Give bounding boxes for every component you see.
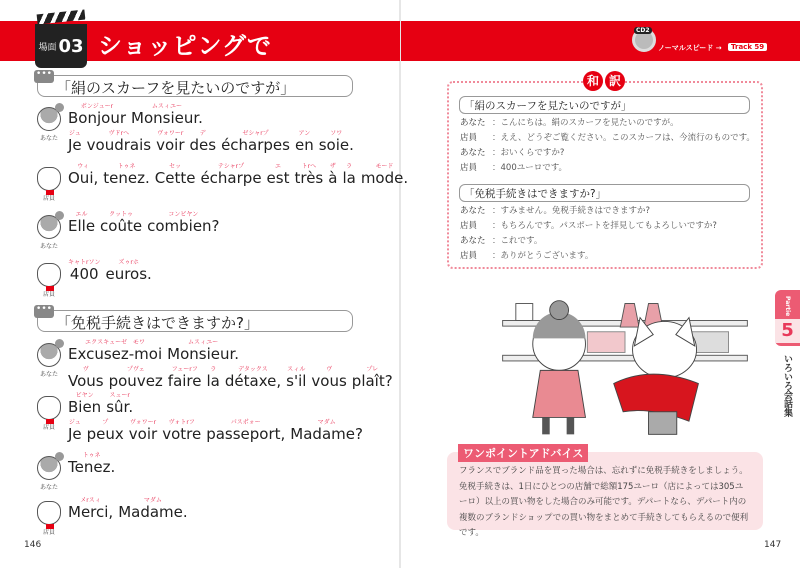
ruby-reading: ヴォトrフ	[168, 419, 195, 426]
word	[286, 366, 306, 389]
ruby-reading: ジュ	[68, 130, 81, 137]
french-word: Merci,	[68, 503, 114, 521]
speaker: あなた	[460, 236, 486, 246]
ruby-reading: コンビヤン	[168, 211, 199, 218]
french-word: Oui,	[68, 169, 99, 187]
ruby-reading: ゼシャrプ	[242, 130, 269, 137]
cd-label: CD2	[636, 27, 650, 34]
french-word: s'il	[286, 372, 307, 390]
word	[68, 130, 82, 153]
ruby-reading: ビヤン	[75, 392, 94, 399]
french-word: euros.	[105, 265, 152, 283]
word	[68, 163, 98, 186]
page-number: 146	[24, 540, 42, 550]
section-heading: ••• 「絹のスカーフを見たいのですが」	[37, 75, 353, 97]
french-word: Madame.	[118, 503, 188, 521]
dialogue-line	[68, 497, 188, 520]
avatar-you	[36, 456, 62, 492]
french-word: voudrais	[86, 136, 152, 154]
word	[311, 366, 346, 389]
ruby-reading: ヴ	[82, 366, 89, 373]
translation-heading: 「免税手続きはできますか?」	[459, 184, 750, 202]
french-word: très	[294, 169, 324, 187]
french-word: Excusez-moi	[68, 345, 163, 363]
french-word: à	[328, 169, 338, 187]
ruby-reading: ヴ	[326, 366, 333, 373]
speech-bubble-icon: •••	[34, 305, 54, 318]
french-word: Cette	[154, 169, 196, 187]
french-word: Monsieur.	[131, 109, 203, 127]
woman-icon	[37, 343, 61, 367]
dialogue-line	[68, 211, 220, 234]
dialogue-line	[68, 452, 115, 475]
word	[162, 419, 201, 442]
word	[290, 419, 363, 442]
french-word: vous	[311, 372, 347, 390]
ruby-reading: デタックス	[238, 366, 268, 373]
speaker: あなた	[460, 148, 486, 158]
avatar-you	[36, 215, 62, 251]
clapperboard-icon	[35, 12, 87, 58]
french-word: voir	[156, 136, 185, 154]
speaker-label: あなた	[39, 371, 58, 378]
speaker: 店員	[460, 163, 478, 173]
avatar-clerk	[36, 501, 62, 537]
word	[68, 392, 101, 415]
speaker-label: あなた	[39, 243, 58, 250]
word	[319, 130, 354, 153]
ruby-reading: ムスィユー	[151, 103, 183, 110]
dialogue-line	[68, 366, 393, 389]
avatar-clerk	[36, 396, 62, 432]
word	[118, 497, 187, 520]
dialogue-line	[68, 103, 203, 126]
scene-label: 場面	[38, 42, 57, 53]
advice-text: フランスでブランド品を買った場合は、忘れずに免税手続きをしましょう。免税手続きは、1日にひとつの店舗で総額175ユーロ（店によっては305ユーロ）以上の買い物をした場合のみ可能です。デパートなら、デパート内の複数のブランドショップでの買い物をまとめて手続きしてもらえるので便利です。	[459, 466, 749, 538]
word	[68, 211, 95, 234]
dialogue-line	[68, 392, 133, 415]
word	[361, 163, 408, 186]
speaker: 店員	[460, 133, 478, 143]
speaker: 店員	[460, 221, 478, 231]
ruby-reading: キャトrソン	[68, 259, 101, 266]
french-word: sûr.	[106, 398, 134, 416]
word	[68, 339, 162, 362]
word	[68, 452, 115, 475]
track-badge: Track 59	[728, 43, 767, 51]
ruby-reading: プヴェ	[126, 366, 145, 373]
word	[342, 163, 355, 186]
ruby-reading: スューr	[109, 392, 130, 399]
french-word: Tenez.	[68, 458, 116, 476]
avatar-you	[36, 343, 62, 379]
french-word: Bien	[68, 398, 102, 416]
french-word: détaxe,	[224, 372, 282, 390]
page-number-right: 147	[764, 540, 782, 550]
word	[156, 130, 184, 153]
ruby-reading: トゥネ	[117, 163, 136, 170]
cat-icon	[37, 263, 61, 287]
translation-text: ：ありがとうございます。	[492, 251, 594, 261]
french-word: Bonjour	[68, 109, 126, 127]
word	[68, 419, 82, 442]
translation-text: ：もちろんです。パスポートを拝見してもよろしいですか?	[492, 221, 717, 231]
speaker-label: あなた	[39, 484, 58, 491]
french-word: 400	[69, 265, 99, 283]
ruby-reading: ラ	[346, 163, 353, 170]
ruby-reading: セッ	[169, 163, 182, 170]
avatar-you	[36, 107, 62, 143]
french-word: Monsieur.	[167, 345, 240, 363]
translation-row	[460, 221, 717, 232]
french-word: Elle	[68, 217, 96, 235]
word	[68, 497, 113, 520]
woman-icon	[37, 215, 61, 239]
ruby-reading: デ	[199, 130, 206, 137]
chapter-tab[interactable]: Partie 5	[775, 290, 800, 346]
ruby-reading: エル	[75, 211, 88, 218]
word	[87, 419, 124, 442]
ruby-reading: マダム	[143, 497, 162, 504]
ruby-reading: トrへ	[301, 163, 317, 170]
avatar-clerk	[36, 167, 62, 203]
word	[103, 163, 150, 186]
word	[207, 366, 220, 389]
translation-text: ：ええ、どうぞご覧ください。このスカーフは、今流行のものです。	[492, 133, 755, 143]
word	[168, 366, 202, 389]
french-word: tenez.	[103, 169, 150, 187]
woman-icon	[37, 107, 61, 131]
ruby-reading: スィル	[287, 366, 306, 373]
translation-text: ：おいくらですか?	[492, 148, 565, 158]
word	[167, 339, 239, 362]
ruby-reading: ジュ	[68, 419, 81, 426]
ruby-reading: クットゥ	[109, 211, 133, 218]
word	[105, 259, 151, 282]
speaker-label: あなた	[39, 135, 58, 142]
word	[129, 419, 157, 442]
ruby-reading: ラ	[210, 366, 217, 373]
cat-icon	[37, 167, 61, 191]
french-word: plaît?	[351, 372, 393, 390]
speaker: 店員	[460, 251, 478, 261]
speaker-label: 店員	[42, 291, 55, 298]
ruby-reading: ムスィユー	[188, 339, 219, 346]
french-word: peux	[86, 425, 124, 443]
shop-illustration	[495, 280, 755, 440]
word	[147, 211, 219, 234]
translation-row	[460, 206, 650, 217]
ruby-reading: マダム	[317, 419, 336, 426]
translation-row	[460, 236, 542, 247]
french-word: votre	[162, 425, 202, 443]
french-word: la	[342, 169, 356, 187]
ruby-reading: アン	[298, 130, 311, 137]
ruby-reading: ザ	[329, 163, 336, 170]
french-word: passeport,	[206, 425, 286, 443]
word	[100, 211, 142, 234]
word	[109, 366, 163, 389]
ruby-reading: トゥネ	[82, 452, 101, 459]
ruby-reading: エクスキューゼ モワ	[85, 339, 145, 346]
section-name: いろいろ会話集	[782, 354, 792, 417]
word	[106, 392, 133, 415]
french-word: faire	[167, 372, 202, 390]
page-title: ショッピングで	[98, 32, 273, 60]
dialogue-line	[68, 163, 408, 186]
translation-row	[460, 163, 567, 174]
word	[352, 366, 393, 389]
woman-icon	[37, 456, 61, 480]
ruby-reading: ヴドrへ	[108, 130, 130, 137]
word	[221, 130, 290, 153]
french-word: Je	[68, 136, 82, 154]
word	[225, 366, 281, 389]
speaker-label: 店員	[42, 529, 55, 536]
word	[68, 366, 104, 389]
french-word: écharpe	[200, 169, 262, 187]
ruby-reading: パスポォー	[230, 419, 261, 426]
translation-heading: 「絹のスカーフを見たいのですが」	[459, 96, 750, 114]
page-divider	[399, 0, 401, 568]
french-word: est	[266, 169, 290, 187]
title-band-right	[401, 21, 800, 61]
ruby-reading: プレ	[366, 366, 379, 373]
speaker: あなた	[460, 206, 486, 216]
translation-row	[460, 148, 564, 159]
ruby-reading: ソワ	[330, 130, 343, 137]
word	[294, 163, 323, 186]
translation-row	[460, 251, 593, 262]
ruby-reading: ヴォワーr	[157, 130, 184, 137]
dialogue-line	[68, 130, 354, 153]
french-word: des	[189, 136, 217, 154]
speech-bubble-icon: •••	[34, 70, 54, 83]
speaker-label: 店員	[42, 195, 55, 202]
advice-title: ワンポイントアドバイス	[458, 444, 588, 462]
french-word: pouvez	[108, 372, 163, 390]
word	[206, 419, 285, 442]
cat-icon	[37, 396, 61, 420]
french-word: coûte	[100, 217, 143, 235]
french-word: voir	[128, 425, 158, 443]
ruby-reading: フェーrフ	[171, 366, 198, 373]
ruby-reading: プ	[102, 419, 109, 426]
ruby-reading: ズゥrホ	[118, 259, 139, 266]
dialogue-line	[68, 259, 152, 282]
word	[295, 130, 314, 153]
translation-badge: 和 訳	[583, 71, 625, 91]
translation-text: ：400ユーロです。	[492, 163, 568, 173]
translation-text: ：これです。	[492, 236, 543, 246]
dialogue-line	[68, 339, 239, 362]
translation-text: ：こんにちは。絹のスカーフを見たいのですが。	[492, 118, 679, 128]
word	[68, 259, 100, 282]
speaker: あなた	[460, 118, 486, 128]
ruby-reading: モード	[375, 163, 394, 170]
speed-label: ノーマルスピード →	[658, 44, 722, 52]
cat-icon	[37, 501, 61, 525]
french-word: combien?	[147, 217, 220, 235]
ruby-reading: メrスィ	[80, 497, 101, 504]
word	[68, 103, 126, 126]
word	[189, 130, 216, 153]
ruby-reading: ウィ	[77, 163, 89, 170]
ruby-reading: エ	[275, 163, 282, 170]
french-word: Madame?	[290, 425, 363, 443]
avatar-clerk	[36, 263, 62, 299]
french-word: en	[294, 136, 314, 154]
word	[87, 130, 151, 153]
word	[131, 103, 203, 126]
french-word: mode.	[360, 169, 409, 187]
word	[267, 163, 290, 186]
word	[155, 163, 196, 186]
french-word: Je	[68, 425, 82, 443]
french-word: écharpes	[221, 136, 290, 154]
translation-text: ：すみません。免税手続きはできますか?	[492, 206, 651, 216]
french-word: soie.	[318, 136, 354, 154]
speaker-label: 店員	[42, 424, 55, 431]
scene-number: 03	[58, 35, 84, 57]
translation-row	[460, 133, 755, 144]
dialogue-line	[68, 419, 363, 442]
ruby-reading: テシャrプ	[217, 163, 245, 170]
translation-row	[460, 118, 679, 129]
word	[200, 163, 261, 186]
advice-box	[447, 452, 763, 538]
french-word: Vous	[68, 372, 104, 390]
word	[328, 163, 337, 186]
section-heading: ••• 「免税手続きはできますか?」	[37, 310, 353, 332]
french-word: la	[206, 372, 220, 390]
ruby-reading: ヴォワーr	[129, 419, 157, 426]
ruby-reading: ボンジューr	[80, 103, 114, 110]
